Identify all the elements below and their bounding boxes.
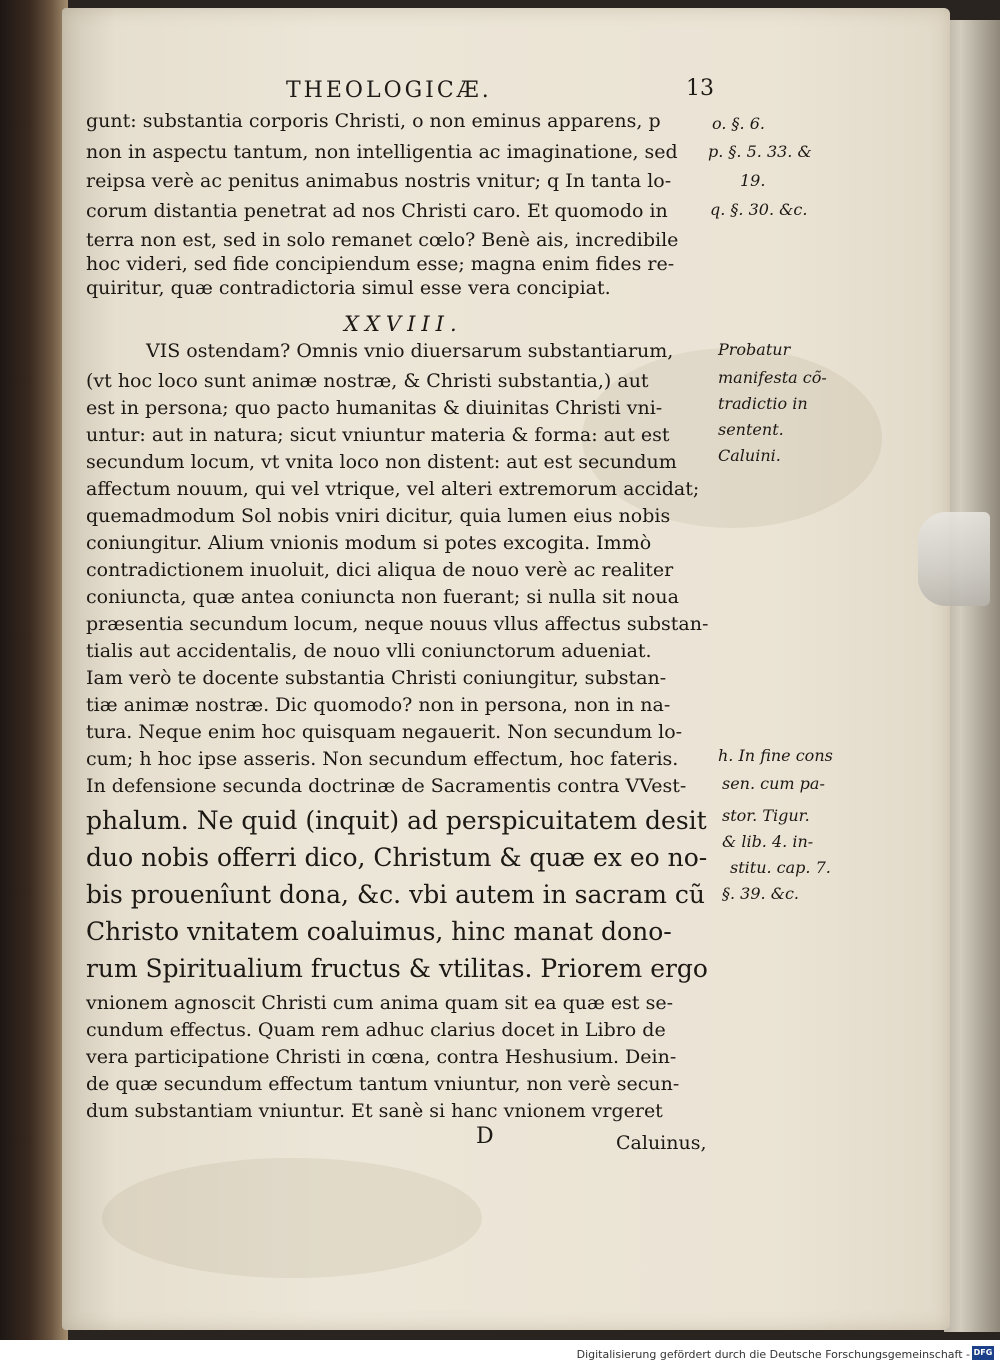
text-line: non in aspectu tantum, non intelligentia ac imaginatione, sed xyxy=(86,141,678,163)
page-number: 13 xyxy=(686,76,714,101)
text-line: tiæ animæ nostræ. Dic quomodo? non in persona, non in na- xyxy=(86,694,671,716)
text-line: affectum nouum, qui vel vtrique, vel alteri extremorum accidat; xyxy=(86,478,700,500)
margin-note: 19. xyxy=(740,171,766,190)
text-line: quemadmodum Sol nobis vniri dicitur, quia lumen eius nobis xyxy=(86,505,671,527)
text-line: gunt: substantia corporis Christi, o non eminus apparens, p xyxy=(86,110,661,132)
quote-line: bis prouenîunt dona, &c. vbi autem in sacram cũ xyxy=(86,880,706,909)
margin-note: & lib. 4. in- xyxy=(722,832,814,851)
margin-note: manifesta cõ- xyxy=(718,368,827,387)
margin-note: p. §. 5. 33. & xyxy=(708,142,812,161)
text-line: quiritur, quæ contradictoria simul esse vera concipiat. xyxy=(86,277,611,299)
text-line: terra non est, sed in solo remanet cœlo? Benè ais, incredibile xyxy=(86,229,679,251)
text-line: reipsa verè ac penitus animabus nostris vnitur; q In tanta lo- xyxy=(86,170,672,192)
quote-line: rum Spiritualium fructus & vtilitas. Priorem ergo xyxy=(86,954,708,983)
footer-credit: Digitalisierung gefördert durch die Deutsche Forschungsgemeinschaft - xyxy=(576,1348,970,1361)
paper-stain xyxy=(102,1158,482,1278)
text-line: coniuncta, quæ antea coniuncta non fuerant; si nulla sit noua xyxy=(86,586,679,608)
text-line: cum; h hoc ipse asseris. Non secundum effectum, hoc fateris. xyxy=(86,748,679,770)
margin-note: o. §. 6. xyxy=(712,114,765,133)
margin-note: stor. Tigur. xyxy=(722,806,810,825)
section-heading: XXVIII. xyxy=(344,312,463,336)
text-line: untur: aut in natura; sicut vniuntur materia & forma: aut est xyxy=(86,424,670,446)
margin-note: sen. cum pa- xyxy=(722,774,825,793)
text-line: hoc videri, sed fide concipiendum esse; magna enim fides re- xyxy=(86,253,675,275)
dfg-logo: DFG xyxy=(972,1346,994,1360)
quote-line: Christo vnitatem coaluimus, hinc manat dono- xyxy=(86,917,672,946)
text-line: de quæ secundum effectum tantum vniuntur, non verè secun- xyxy=(86,1073,680,1095)
text-line: Iam verò te docente substantia Christi coniungitur, substan- xyxy=(86,667,667,689)
text-line: vera participatione Christi in cœna, contra Heshusium. Dein- xyxy=(86,1046,677,1068)
quote-line: duo nobis offerri dico, Christum & quæ ex eo no- xyxy=(86,843,708,872)
text-line: contradictionem inuoluit, dici aliqua de nouo verè ac realiter xyxy=(86,559,674,581)
text-line: tialis aut accidentalis, de nouo vlli coniunctorum adueniat. xyxy=(86,640,652,662)
text-line: (vt hoc loco sunt animæ nostræ, & Christi substantia,) aut xyxy=(86,370,649,392)
text-line: secundum locum, vt vnita loco non distent: aut est secundum xyxy=(86,451,677,473)
text-line: corum distantia penetrat ad nos Christi caro. Et quomodo in xyxy=(86,200,668,222)
margin-note: tradictio in xyxy=(718,394,808,413)
text-line: dum substantiam vniuntur. Et sanè si hanc vnionem vrgeret xyxy=(86,1100,663,1122)
text-line: coniungitur. Alium vnionis modum si potes excogita. Immò xyxy=(86,532,652,554)
margin-note: stitu. cap. 7. xyxy=(730,858,831,877)
margin-note: Caluini. xyxy=(718,446,781,465)
margin-note: sentent. xyxy=(718,420,784,439)
signature-mark: D xyxy=(476,1124,494,1149)
margin-note: Probatur xyxy=(718,340,791,359)
margin-note: q. §. 30. &c. xyxy=(710,200,808,219)
text-line: tura. Neque enim hoc quisquam negauerit. Non secundum lo- xyxy=(86,721,683,743)
running-head: THEOLOGICÆ. xyxy=(286,78,492,103)
margin-note: §. 39. &c. xyxy=(722,884,799,903)
book-spine xyxy=(0,0,68,1340)
quote-line: phalum. Ne quid (inquit) ad perspicuitatem desit xyxy=(86,806,707,835)
margin-note: h. In fine cons xyxy=(718,746,833,765)
catchword: Caluinus, xyxy=(616,1132,707,1154)
page-edge-stack xyxy=(944,20,1000,1332)
text-line: VIS ostendam? Omnis vnio diuersarum substantiarum, xyxy=(146,340,674,362)
text-line: cundum effectus. Quam rem adhuc clarius docet in Libro de xyxy=(86,1019,666,1041)
text-line: præsentia secundum locum, neque nouus vllus affectus substan- xyxy=(86,613,709,635)
text-line: In defensione secunda doctrinæ de Sacramentis contra VVest- xyxy=(86,775,687,797)
scanner-clip xyxy=(918,512,990,606)
text-line: vnionem agnoscit Christi cum anima quam sit ea quæ est se- xyxy=(86,992,674,1014)
text-line: est in persona; quo pacto humanitas & diuinitas Christi vni- xyxy=(86,397,663,419)
